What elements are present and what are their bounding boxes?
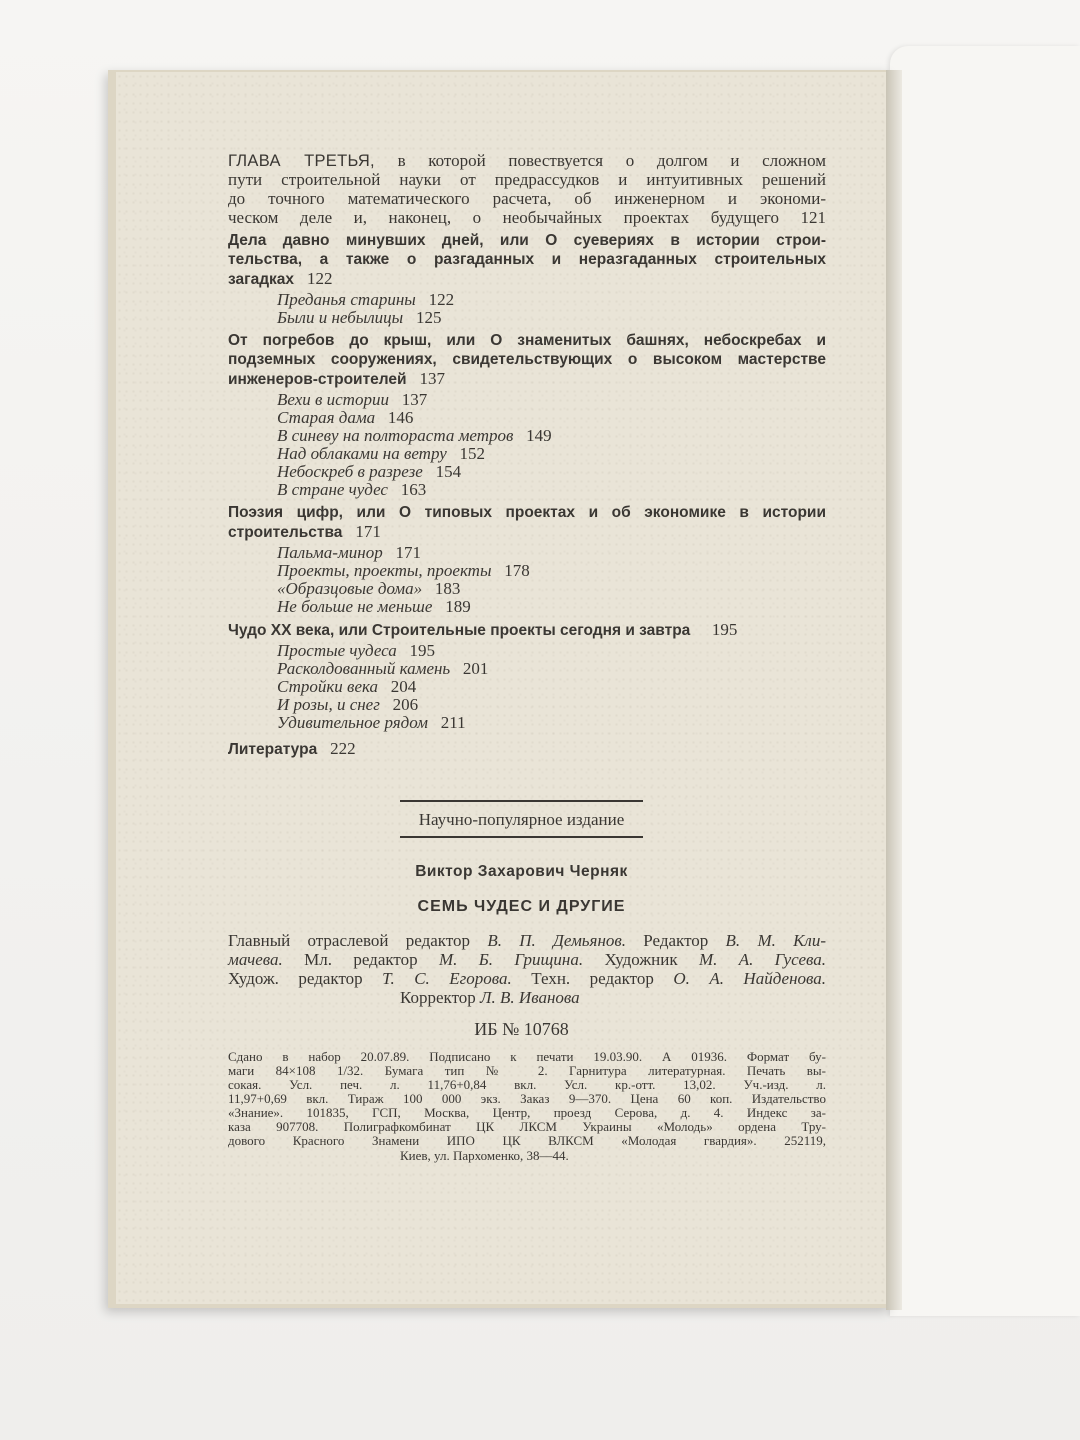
editors-line-2	[228, 950, 826, 969]
print-details-line: дового Красного Знамени ИПО ЦК ВЛКСМ «Молодая гвардия». 252119,	[228, 1133, 826, 1148]
page-number: 201	[462, 659, 489, 678]
ib-number: ИБ № 10768	[474, 1019, 569, 1039]
toc-item	[277, 641, 435, 660]
editor-name: О. А. Найденова.	[673, 969, 827, 988]
page-number: 154	[435, 462, 462, 481]
toc-item	[277, 713, 466, 732]
item-title: Удивительное рядом	[277, 713, 428, 732]
page-number: 125	[415, 308, 442, 327]
item-title: В стране чудес	[277, 480, 388, 499]
chapter-text: ческом деле и, наконец, о необычайных проектах будущего	[228, 208, 779, 227]
editor-label: Главный отраслевой редактор	[228, 931, 471, 950]
toc-item	[277, 659, 488, 678]
editor-name: М. А. Гусева.	[698, 950, 827, 969]
page-number: 222	[330, 739, 356, 758]
editor-label: Худож. редактор	[228, 969, 363, 988]
chapter-text: в которой повествуется о долгом и сложном	[397, 151, 826, 170]
print-details-line: 11,97+0,69 вкл. Тираж 100 000 экз. Заказ 9—370. Цена 60 коп. Издательство	[228, 1091, 826, 1106]
page-number: 206	[392, 695, 419, 714]
item-title: В синеву на полтораста метров	[277, 426, 514, 445]
section-4-line-1	[228, 620, 737, 640]
item-title: И розы, и снег	[277, 695, 380, 714]
toc-item	[277, 426, 552, 445]
editor-name: В. М. Кли-	[725, 931, 826, 950]
section-1-line-1: Дела давно минувших дней, или О суевериях в истории строи-	[228, 232, 826, 249]
item-title: Небоскреб в разрезе	[277, 462, 423, 481]
page-number: 189	[445, 597, 471, 616]
editors-line-1	[228, 931, 826, 950]
editor-name: мачева.	[228, 950, 283, 969]
toc-item	[277, 308, 441, 327]
divider-bottom	[400, 836, 643, 838]
book-title: СЕМЬ ЧУДЕС И ДРУГИЕ	[417, 898, 626, 915]
section-text: Чудо XX века, или Строительные проекты сегодня и завтра	[228, 622, 691, 639]
item-title: Старая дама	[277, 408, 376, 427]
section-text: загадках	[228, 271, 295, 288]
editor-name: М. Б. Грищина.	[438, 950, 584, 969]
literature-title: Литература	[228, 741, 318, 758]
chapter-title: ГЛАВА ТРЕТЬЯ,	[228, 152, 375, 170]
literature-entry	[228, 739, 356, 759]
toc-item	[277, 695, 418, 714]
toc-item	[277, 597, 471, 616]
divider-top	[400, 800, 643, 802]
item-title: Расколдованный камень	[277, 659, 451, 678]
page-number: 178	[504, 561, 530, 580]
chapter-line-2: пути строительной науки от предрассудков и интуитивных решений	[228, 170, 826, 189]
section-3-line-1: Поэзия цифр, или О типовых проектах и об экономике в истории	[228, 504, 826, 521]
toc-item	[277, 390, 427, 409]
editor-name: В. П. Демьянов.	[487, 931, 627, 950]
editor-label: Мл. редактор	[304, 950, 418, 969]
toc-item	[277, 408, 413, 427]
print-details-line: сокая. Усл. печ. л. 11,76+0,84 вкл. Усл. кр.-отт. 13,02. Уч.-изд. л.	[228, 1077, 826, 1092]
section-3-line-2	[228, 522, 381, 542]
page-number: 121	[800, 208, 826, 227]
page-number: 137	[401, 390, 428, 409]
item-title: Над облаками на ветру	[277, 444, 447, 463]
item-title: Преданья старины	[277, 290, 416, 309]
item-title: Проекты, проекты, проекты	[277, 561, 492, 580]
page-number: 204	[390, 677, 417, 696]
editor-label: Корректор	[400, 988, 476, 1007]
page-number: 152	[459, 444, 486, 463]
page-number: 146	[387, 408, 414, 427]
section-1-line-3	[228, 269, 332, 289]
editors-line-4	[400, 988, 580, 1007]
page-number: 195	[711, 620, 738, 639]
editors-line-3	[228, 969, 826, 988]
toc-item	[277, 579, 460, 598]
editor-name: Т. С. Егорова.	[382, 969, 512, 988]
item-title: Простые чудеса	[277, 641, 397, 660]
page-number: 149	[526, 426, 552, 445]
chapter-line-3: до точного математического расчета, об инженерном и экономи-	[228, 189, 826, 208]
page-number: 137	[419, 369, 446, 388]
item-title: «Образцовые дома»	[277, 579, 423, 598]
page-number: 122	[428, 290, 455, 309]
toc-item	[277, 561, 530, 580]
item-title: Пальма-минор	[277, 543, 383, 562]
print-details-line: каза 907708. Полиграфкомбинат ЦК ЛКСМ Украины «Молодь» ордена Тру-	[228, 1119, 826, 1134]
editor-label: Художник	[604, 950, 678, 969]
editor-label: Редактор	[643, 931, 709, 950]
toc-item	[277, 462, 461, 481]
chapter-line-4	[228, 208, 826, 227]
edition-type: Научно-популярное издание	[418, 810, 625, 829]
item-title: Стройки века	[277, 677, 379, 696]
page-number: 171	[395, 543, 421, 562]
toc-item	[277, 444, 485, 463]
section-text: строительства	[228, 524, 343, 541]
print-details-line: Киев, ул. Пархоменко, 38—44.	[400, 1148, 569, 1163]
item-title: Вехи в истории	[277, 390, 389, 409]
toc-item	[277, 543, 421, 562]
section-1-line-2: тельства, а также о разгаданных и неразгаданных строительных	[228, 251, 826, 268]
toc-item	[277, 677, 416, 696]
print-details-line: Сдано в набор 20.07.89. Подписано к печати 19.03.90. А 01936. Формат бу-	[228, 1049, 826, 1064]
page-number: 195	[409, 641, 435, 660]
toc-item	[277, 290, 454, 309]
section-2-line-2: подземных сооружениях, свидетельствующих о высоком мастерстве	[228, 351, 826, 368]
page-number: 211	[440, 713, 466, 732]
print-details-line: «Знание». 101835, ГСП, Москва, Центр, проезд Серова, д. 4. Индекс за-	[228, 1105, 826, 1120]
section-text: инженеров-строителей	[228, 371, 407, 388]
print-details-line: маги 84×108 1/32. Бумага тип № 2. Гарнитура литературная. Печать вы-	[228, 1063, 826, 1078]
author-name: Виктор Захарович Черняк	[415, 863, 628, 880]
toc-item	[277, 480, 426, 499]
page-number: 171	[355, 522, 381, 541]
item-title: Были и небылицы	[277, 308, 404, 327]
editor-name: Л. В. Иванова	[480, 988, 580, 1007]
item-title: Не больше не меньше	[277, 597, 433, 616]
page-number: 163	[400, 480, 427, 499]
page-number: 122	[306, 269, 333, 288]
section-2-line-1: От погребов до крыш, или О знаменитых башнях, небоскребах и	[228, 332, 826, 349]
section-2-line-3	[228, 369, 445, 389]
editor-label: Техн. редактор	[531, 969, 654, 988]
page-number: 183	[434, 579, 461, 598]
chapter-line-1	[228, 151, 826, 171]
